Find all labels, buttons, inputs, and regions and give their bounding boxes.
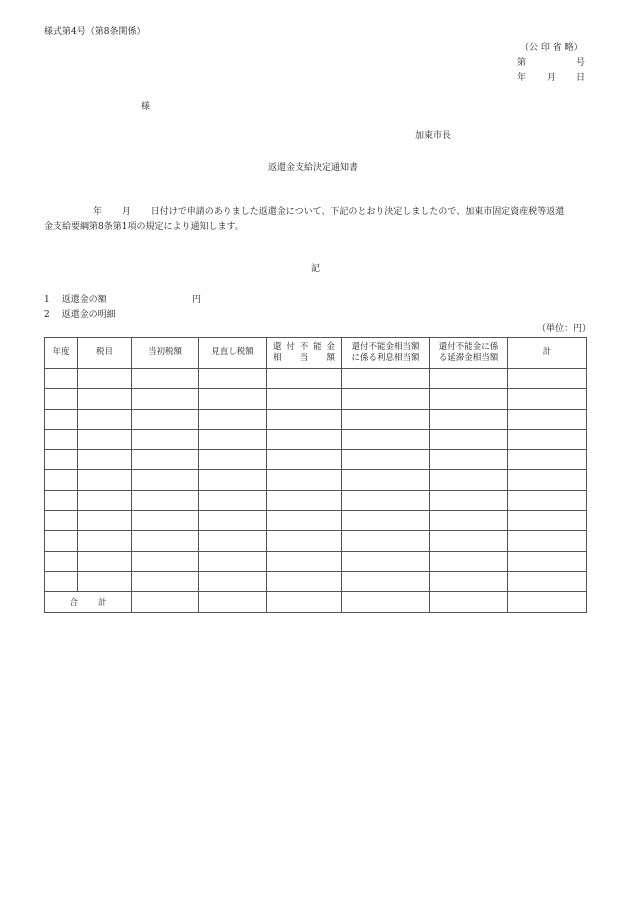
total-cell (199, 592, 267, 612)
table-cell (508, 369, 587, 389)
item-1 (44, 295, 202, 306)
header-kei: 計 (508, 338, 587, 369)
unit-note: （単位：円） (537, 324, 592, 334)
table-row (45, 531, 587, 551)
issue-date (517, 73, 585, 84)
table-cell (132, 490, 199, 510)
item-2-number: 2 (44, 310, 50, 320)
total-cell (267, 592, 342, 612)
table-cell (78, 389, 132, 409)
table-cell (267, 389, 342, 409)
total-cell (342, 592, 430, 612)
table-cell (199, 470, 267, 490)
table-cell (267, 551, 342, 571)
item-2-label: 返還金の明細 (61, 310, 116, 320)
addressee-suffix: 様 (141, 102, 151, 112)
item-2 (44, 310, 116, 321)
table-cell (78, 571, 132, 591)
table-cell (132, 389, 199, 409)
table-cell (430, 511, 508, 531)
header-zeimoku: 税目 (78, 338, 132, 369)
table-cell (430, 409, 508, 429)
table-cell (430, 389, 508, 409)
table-cell (508, 389, 587, 409)
table-cell (45, 531, 78, 551)
table-cell (508, 429, 587, 449)
body-line-1-rest: 日付けで申請のありました返還金について、下記のとおり決定しましたので、加東市固定資産税等返還 (150, 207, 565, 217)
header-funo (267, 338, 342, 369)
table-cell (78, 470, 132, 490)
document-title: 返還金支給決定通知書 (268, 163, 359, 173)
table-cell (132, 511, 199, 531)
table-cell (342, 551, 430, 571)
table-cell (199, 409, 267, 429)
table-cell (45, 551, 78, 571)
table-cell (267, 511, 342, 531)
table-row (45, 429, 587, 449)
item-1-unit: 円 (192, 295, 202, 305)
date-year: 年 (517, 73, 527, 83)
date-day: 日 (575, 73, 585, 83)
table-cell (508, 409, 587, 429)
doc-no-dai: 第 (517, 58, 527, 68)
table-cell (78, 409, 132, 429)
total-cell (430, 592, 508, 612)
table-header-row (45, 338, 587, 369)
total-row (45, 592, 587, 612)
table-row (45, 511, 587, 531)
table-cell (267, 369, 342, 389)
table-cell (267, 429, 342, 449)
item-1-label: 返還金の額 (61, 295, 107, 305)
table-row (45, 369, 587, 389)
table-cell (132, 571, 199, 591)
table-cell (199, 389, 267, 409)
header-tosho: 当初税額 (132, 338, 199, 369)
total-label: 合 計 (45, 592, 132, 612)
table-cell (267, 490, 342, 510)
issuer-name: 加東市長 (415, 131, 452, 141)
table-cell (342, 511, 430, 531)
header-minaoshi: 見直し税額 (199, 338, 267, 369)
table-cell (199, 531, 267, 551)
table-cell (430, 470, 508, 490)
table-cell (132, 531, 199, 551)
body-month: 月 (121, 207, 131, 217)
header-risoku: 還付不能金相当額 に係る利息相当額 (342, 338, 430, 369)
table-cell (267, 450, 342, 470)
table-cell (78, 369, 132, 389)
table-cell (45, 450, 78, 470)
doc-no-go: 号 (575, 58, 585, 68)
table-cell (78, 551, 132, 571)
table-cell (199, 369, 267, 389)
table-cell (430, 531, 508, 551)
date-month: 月 (547, 73, 557, 83)
table-cell (267, 409, 342, 429)
table-cell (132, 470, 199, 490)
table-cell (78, 511, 132, 531)
table-cell (342, 470, 430, 490)
table-cell (508, 511, 587, 531)
table-cell (430, 429, 508, 449)
seal-omitted-note: （公 印 省 略） (520, 43, 583, 53)
table-cell (199, 490, 267, 510)
form-number: 様式第4号（第8条関係） (44, 27, 146, 37)
table-cell (342, 571, 430, 591)
table-cell (45, 369, 78, 389)
table-cell (342, 389, 430, 409)
table-cell (508, 490, 587, 510)
table-cell (132, 551, 199, 571)
table-cell (508, 571, 587, 591)
table-cell (199, 429, 267, 449)
table-cell (78, 429, 132, 449)
table-cell (430, 369, 508, 389)
table-cell (132, 369, 199, 389)
ki-heading: 記 (311, 264, 321, 274)
header-entai: 還付不能金に係 る延滞金相当額 (430, 338, 508, 369)
table-cell (132, 450, 199, 470)
table-row (45, 450, 587, 470)
body-year: 年 (93, 207, 103, 217)
table-cell (199, 551, 267, 571)
document-number (517, 58, 585, 69)
table-cell (508, 531, 587, 551)
table-cell (342, 531, 430, 551)
table-cell (132, 409, 199, 429)
table-cell (267, 470, 342, 490)
table-cell (430, 490, 508, 510)
table-cell (342, 450, 430, 470)
table-cell (45, 490, 78, 510)
table-cell (342, 369, 430, 389)
table-cell (267, 531, 342, 551)
table-cell (430, 571, 508, 591)
table-cell (199, 511, 267, 531)
table-cell (199, 571, 267, 591)
table-cell (430, 551, 508, 571)
header-funo-line-2: 相 当 額 (273, 353, 335, 363)
body-line-1 (93, 207, 564, 218)
table-cell (430, 450, 508, 470)
table-body (45, 369, 587, 613)
total-cell (132, 592, 199, 612)
table-cell (267, 571, 342, 591)
item-1-number: 1 (44, 295, 50, 305)
refund-detail-table (44, 337, 587, 613)
table-cell (45, 571, 78, 591)
table-cell (45, 470, 78, 490)
table-cell (78, 531, 132, 551)
table-cell (508, 470, 587, 490)
table-cell (78, 490, 132, 510)
table-cell (45, 389, 78, 409)
table-cell (342, 409, 430, 429)
table-cell (45, 511, 78, 531)
header-nendo: 年度 (45, 338, 78, 369)
table-row (45, 490, 587, 510)
table-row (45, 389, 587, 409)
table-cell (78, 450, 132, 470)
table-cell (508, 450, 587, 470)
table-cell (199, 450, 267, 470)
table-cell (342, 490, 430, 510)
table-cell (342, 429, 430, 449)
body-line-2: 金支給要綱第8条第1項の規定により通知します。 (44, 222, 244, 232)
header-funo-line-1: 還 付 不 能 金 (273, 341, 335, 352)
table-row (45, 571, 587, 591)
table-row (45, 551, 587, 571)
table-cell (132, 429, 199, 449)
total-cell (508, 592, 587, 612)
table-cell (45, 429, 78, 449)
table-cell (45, 409, 78, 429)
table-row (45, 409, 587, 429)
table-row (45, 470, 587, 490)
table-cell (508, 551, 587, 571)
